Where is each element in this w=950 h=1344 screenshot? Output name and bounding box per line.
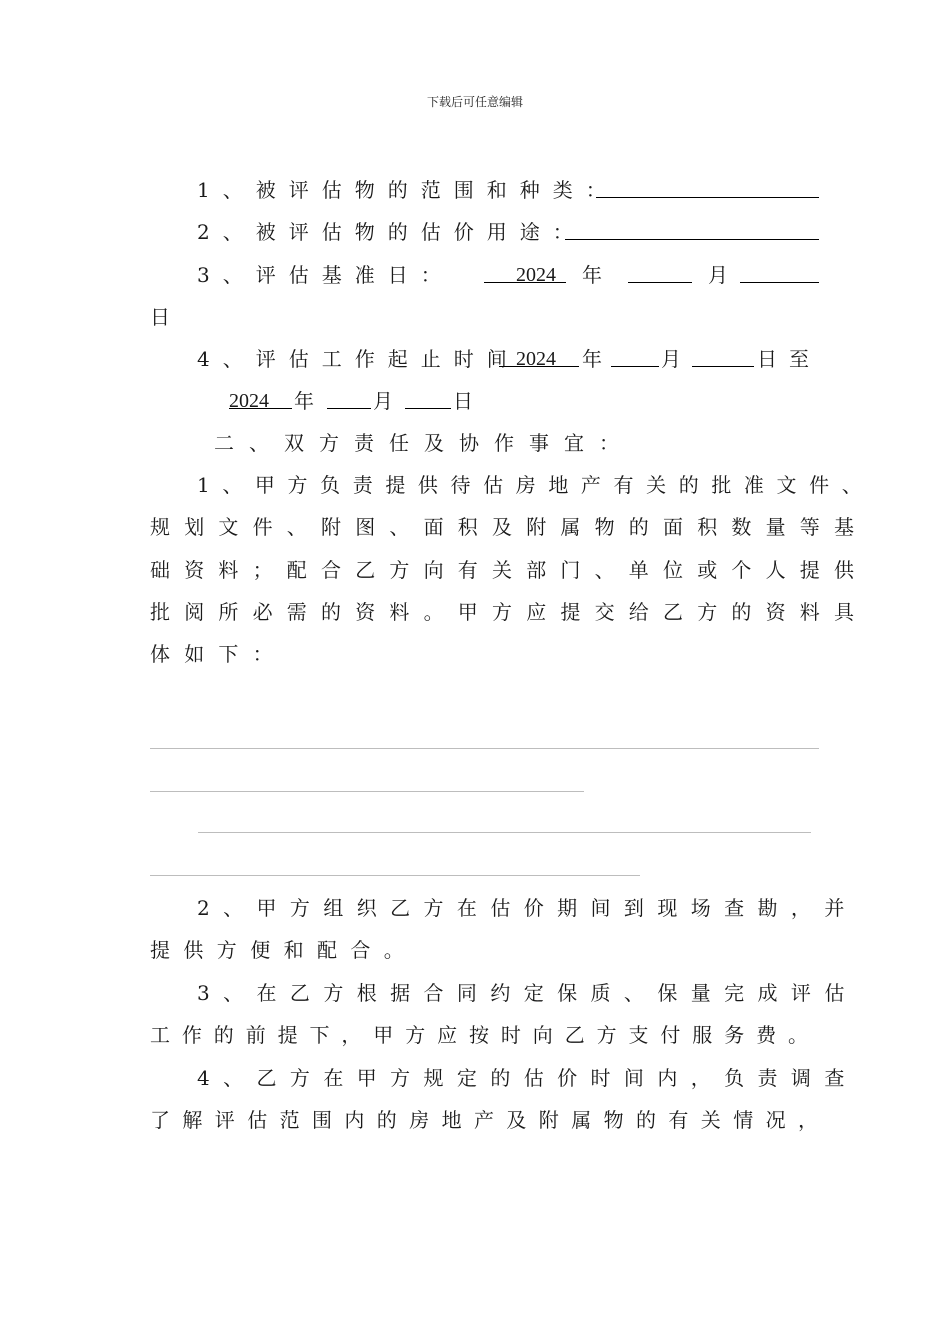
item-4-day1-unit: 日 <box>757 347 790 371</box>
p3-line-1: 3、在乙方根据合同约定保质、保量完成评估 <box>197 981 858 1005</box>
item-4-month1-unit: 月 <box>661 347 694 371</box>
item-3-month-blank <box>628 260 692 283</box>
item-4-to: 至 <box>789 347 822 371</box>
item-4-day2-unit: 日 <box>453 389 486 413</box>
item-4-year1: 2024 <box>516 348 556 370</box>
p2-line-2: 提供方便和配合。 <box>150 938 418 962</box>
p1-line-5: 体如下： <box>150 642 287 666</box>
page-header: 下载后可任意编辑 <box>426 95 523 109</box>
fill-line-4 <box>150 875 640 876</box>
item-4-month2-unit: 月 <box>373 389 406 413</box>
item-3-year-unit: 年 <box>582 263 615 287</box>
item-3-year: 2024 <box>516 264 556 286</box>
p1-line-3: 础资料；配合乙方向有关部门、单位或个人提供 <box>150 558 869 582</box>
p1-line-1: 1、甲方负责提供待估房地产有关的批准文件、 <box>197 473 875 497</box>
fill-line-3 <box>198 832 811 833</box>
section-2-heading: 二、双方责任及协作事宜： <box>214 431 634 455</box>
item-2 <box>197 219 586 245</box>
item-4-label: 4、评估工作起止时间 <box>197 347 520 371</box>
item-3-month-unit: 月 <box>708 263 741 287</box>
item-4-month1-blank <box>611 344 659 367</box>
item-4-year2: 2024 <box>229 390 269 412</box>
item-4-day1-blank <box>692 344 754 367</box>
fill-line-1 <box>150 748 819 749</box>
p2-line-1: 2、甲方组织乙方在估价期间到现场查勘，并 <box>197 896 858 920</box>
item-3 <box>197 262 454 288</box>
item-4 <box>197 346 520 372</box>
fill-line-2 <box>150 791 584 792</box>
item-2-label: 2、被评估物的估价用途： <box>197 220 586 244</box>
item-4-year2-unit: 年 <box>294 389 327 413</box>
item-1 <box>197 177 619 203</box>
p4-line-1: 4、乙方在甲方规定的估价时间内，负责调查 <box>197 1066 858 1090</box>
item-3-day-blank <box>740 260 819 283</box>
item-1-blank <box>596 175 819 198</box>
p1-line-4: 批阅所必需的资料。甲方应提交给乙方的资料具 <box>150 600 869 624</box>
item-3-label: 3、评估基准日： <box>197 263 454 287</box>
p1-line-2: 规划文件、附图、面积及附属物的面积数量等基 <box>150 515 869 539</box>
item-4-day2-blank <box>405 386 451 409</box>
item-1-label: 1、被评估物的范围和种类： <box>197 178 619 202</box>
item-3-day-unit: 日 <box>150 305 183 329</box>
item-4-month2-blank <box>327 386 371 409</box>
p4-line-2: 了解评估范围内的房地产及附属物的有关情况， <box>150 1108 831 1132</box>
p3-line-2: 工作的前提下，甲方应按时向乙方支付服务费。 <box>150 1023 820 1047</box>
item-2-blank <box>565 217 819 240</box>
item-4-year1-unit: 年 <box>582 347 615 371</box>
